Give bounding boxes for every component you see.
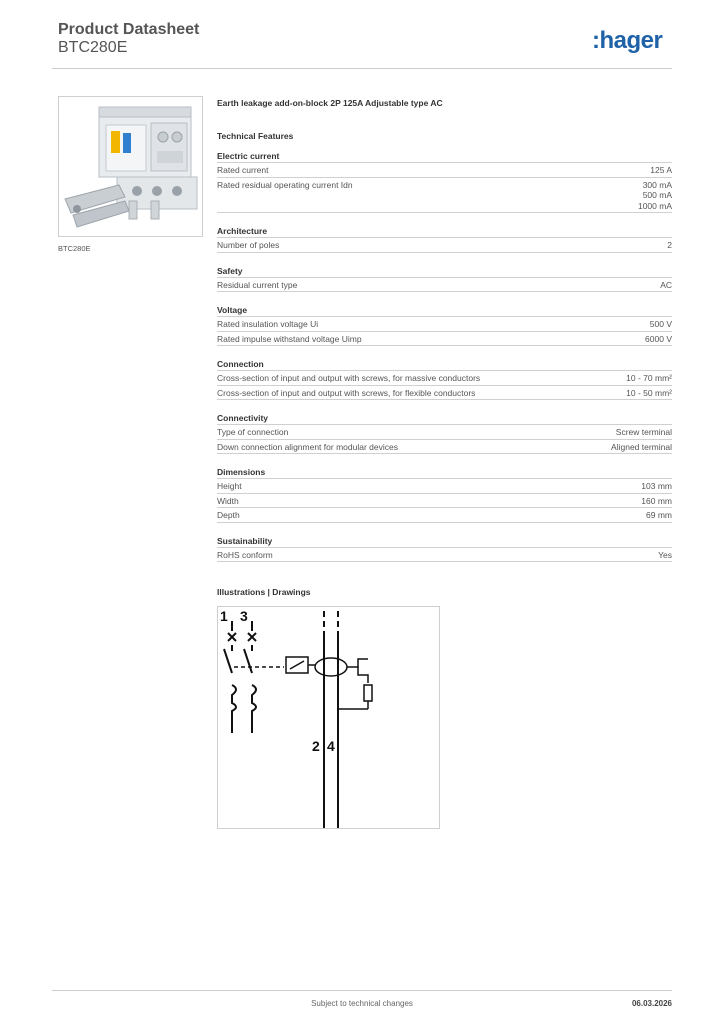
spec-value-line: 10 - 70 mm² — [626, 373, 672, 383]
spec-value-line: AC — [660, 279, 672, 290]
spec-value-line: Screw terminal — [615, 427, 672, 437]
product-title: Earth leakage add-on-block 2P 125A Adjustable type AC — [217, 98, 443, 108]
spec-value-line: Yes — [658, 549, 672, 560]
spec-value-line: Aligned terminal — [611, 441, 672, 452]
spec-label: Number of poles — [217, 240, 280, 250]
image-caption: BTC280E — [58, 244, 91, 253]
header-divider — [52, 68, 672, 69]
hager-logo: :hager — [592, 27, 663, 54]
footer-date: 06.03.2026 — [631, 999, 672, 1008]
product-image-illustration — [59, 97, 202, 236]
section-title: Safety — [217, 265, 672, 278]
spec-row — [217, 332, 672, 347]
spec-label: Residual current type — [217, 279, 298, 290]
spec-value — [626, 388, 672, 399]
spec-value-line: 500 V — [649, 319, 672, 329]
spec-label: Rated current — [217, 165, 269, 175]
spec-value-line: 10 - 50 mm² — [626, 387, 672, 398]
section-title: Electric current — [217, 150, 672, 163]
page-title: Product Datasheet — [58, 21, 200, 38]
section-title: Connectivity — [217, 412, 672, 425]
spec-label: Rated impulse withstand voltage Uimp — [217, 333, 362, 344]
spec-row — [217, 548, 672, 563]
spec-value-line: 6000 V — [645, 333, 672, 344]
spec-row — [217, 238, 672, 253]
spec-row — [217, 479, 672, 494]
spec-value — [616, 427, 672, 438]
spec-row — [217, 278, 672, 293]
spec-section — [217, 150, 672, 213]
spec-value — [658, 550, 672, 561]
spec-label: Height — [217, 481, 242, 491]
spec-row — [217, 508, 672, 523]
section-title: Connection — [217, 358, 672, 371]
spec-row — [217, 163, 672, 178]
spec-section — [217, 225, 672, 253]
spec-label: Rated insulation voltage Ui — [217, 319, 319, 329]
spec-value-line: 103 mm — [641, 481, 672, 491]
section-title: Voltage — [217, 304, 672, 317]
spec-value-line: 300 mA — [642, 179, 672, 190]
spec-value — [646, 510, 672, 521]
spec-row — [217, 371, 672, 386]
spec-content — [217, 96, 672, 562]
spec-row — [217, 494, 672, 509]
spec-section — [217, 358, 672, 400]
terminal-label-1: 1 — [220, 608, 228, 624]
spec-label: Type of connection — [217, 427, 289, 437]
spec-value — [650, 165, 672, 176]
spec-value — [641, 481, 672, 492]
spec-label: Down connection alignment for modular devices — [217, 441, 398, 452]
footer-divider — [52, 990, 672, 991]
spec-row — [217, 440, 672, 455]
spec-section — [217, 412, 672, 454]
spec-value — [641, 496, 672, 507]
product-reference: BTC280E — [58, 39, 128, 56]
spec-label: Width — [217, 495, 239, 506]
spec-value — [650, 319, 672, 330]
spec-value — [611, 442, 672, 453]
terminal-label-4: 4 — [327, 738, 335, 754]
spec-row — [217, 178, 672, 214]
spec-label: RoHS conform — [217, 549, 273, 560]
spec-row — [217, 386, 672, 401]
spec-section — [217, 304, 672, 346]
spec-section — [217, 535, 672, 563]
spec-row — [217, 317, 672, 332]
product-image — [58, 96, 203, 237]
spec-value-line: 160 mm — [641, 495, 672, 506]
illustrations-heading: Illustrations | Drawings — [217, 587, 311, 597]
circuit-diagram — [217, 606, 440, 829]
spec-label: Cross-section of input and output with screws, for massive conductors — [217, 373, 481, 383]
spec-value — [638, 180, 672, 212]
spec-label: Rated residual operating current Idn — [217, 179, 353, 190]
spec-value-line: 1000 mA — [637, 200, 672, 211]
section-title: Sustainability — [217, 535, 672, 548]
circuit-diagram-svg — [218, 607, 439, 828]
terminal-label-2: 2 — [312, 738, 320, 754]
spec-value-line: 2 — [667, 240, 672, 250]
technical-features-heading: Technical Features — [217, 131, 294, 141]
spec-value — [645, 334, 672, 345]
spec-sections — [217, 150, 672, 562]
spec-value — [660, 280, 672, 291]
spec-value-line: 69 mm — [646, 510, 672, 520]
spec-section — [217, 466, 672, 523]
section-title: Architecture — [217, 225, 672, 238]
spec-value — [667, 240, 672, 251]
spec-row — [217, 425, 672, 440]
spec-label: Cross-section of input and output with screws, for flexible conductors — [217, 387, 476, 398]
spec-label: Depth — [217, 510, 240, 520]
spec-value-line: 125 A — [650, 165, 672, 175]
footer-note: Subject to technical changes — [311, 999, 413, 1008]
spec-section — [217, 265, 672, 293]
section-title: Dimensions — [217, 466, 672, 479]
spec-value — [626, 373, 672, 384]
terminal-label-3: 3 — [240, 608, 248, 624]
spec-value-line: 500 mA — [642, 190, 672, 200]
